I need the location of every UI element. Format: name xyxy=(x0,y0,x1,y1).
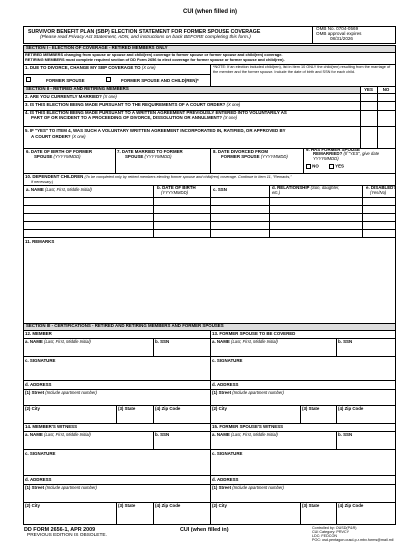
rule xyxy=(336,502,337,525)
spouse-witness-name-label xyxy=(212,433,278,438)
rule xyxy=(210,64,211,86)
item10-label xyxy=(25,175,292,180)
rule xyxy=(377,86,378,148)
col-relationship-hint2: etc.) xyxy=(272,190,281,195)
spouse-witness-name-hint: (Last, First, Middle Initial) xyxy=(231,432,278,437)
member-witness-street-hint: (Include apartment number) xyxy=(45,485,97,490)
rule xyxy=(23,449,396,450)
section2-header: SECTION II - RETIRED AND RETIRING MEMBERS xyxy=(24,87,360,93)
col-name-text: a. NAME xyxy=(26,187,44,192)
spouse-witness-street-label xyxy=(212,486,284,491)
rule xyxy=(336,431,337,449)
item8-hint: (YYYYMMDD) xyxy=(260,154,288,159)
member-witness-zip-label: (4) Zip Code xyxy=(155,503,181,508)
cui-top-banner: CUI (when filled in) xyxy=(183,9,237,15)
rule xyxy=(336,405,337,423)
item9-yes-label: YES xyxy=(335,163,344,169)
member-zip-label: (4) Zip Code xyxy=(155,406,181,411)
former-spouse-checkbox[interactable] xyxy=(26,77,31,82)
rule xyxy=(300,405,301,423)
rule xyxy=(23,380,396,381)
ldc: LDC: FEDCON xyxy=(312,534,337,538)
option-former-spouse-label: FORMER SPOUSE xyxy=(46,78,85,83)
item9-yes-checkbox[interactable] xyxy=(329,164,334,169)
item2-label xyxy=(25,95,117,100)
spouse-state-label: (3) State xyxy=(302,406,320,411)
spouse-city-label: (2) City xyxy=(212,406,227,411)
cui-category: CUI Category: PRVCY xyxy=(312,530,350,534)
item9-hint2: YYYYMMDD) xyxy=(313,156,339,161)
col-name-hint: (Last, First, Middle Initial) xyxy=(45,187,92,192)
rule xyxy=(23,237,396,238)
option-former-spouse[interactable] xyxy=(26,77,31,82)
item9-yes-option[interactable] xyxy=(329,164,344,169)
rule xyxy=(300,502,301,525)
item1-text: 1. DUE TO DIVORCE, CHANGE MY SBP COVERAGE TO xyxy=(25,65,141,70)
rule xyxy=(116,502,117,525)
rule xyxy=(23,126,396,127)
col-relationship-text: d. RELATIONSHIP xyxy=(272,185,310,190)
rule xyxy=(23,197,396,198)
member-address-label: d. ADDRESS xyxy=(25,382,52,387)
item12-label: 12. MEMBER xyxy=(25,331,52,336)
spouse-ssn-label: b. SSN xyxy=(338,339,353,344)
item9-no-checkbox[interactable] xyxy=(306,164,311,169)
item1-note: *NOTE: If an election included child(ren), list in Item 10 ONLY the child(ren) resulting from the marriage of the member and the former spouse. Include the date of birth and SSN for each child. xyxy=(213,65,391,74)
item4-text: PART OF OR INCIDENT TO A PROCEEDING OF DIVORCE, DISSOLUTION OR ANNULMENT? xyxy=(31,115,223,120)
item1-hint: (X one) xyxy=(141,65,156,70)
item6-line1: 6. DATE OF BIRTH OF FORMER xyxy=(26,149,93,154)
spouse-witness-city-label: (2) City xyxy=(212,503,227,508)
item6-line2 xyxy=(34,155,81,160)
rule xyxy=(23,221,396,222)
member-street-hint: (Include apartment number) xyxy=(45,390,97,395)
member-witness-city-label: (2) City xyxy=(25,503,40,508)
spouse-zip-label: (4) Zip Code xyxy=(338,406,364,411)
item3-label xyxy=(25,103,240,108)
member-signature-label: c. SIGNATURE xyxy=(25,358,56,363)
controlled-by: Controlled by: OUSD(P&R) xyxy=(312,526,357,530)
rule xyxy=(153,431,154,449)
omb-expires: OMB approval expires xyxy=(316,31,362,36)
member-witness-name-hint: (Last, First, Middle Initial) xyxy=(44,432,91,437)
item3-text: 3. IS THIS ELECTION BEING MADE PURSUANT TO THE REQUIREMENTS OF A COURT ORDER? xyxy=(25,102,226,107)
col-ssn-header: c. SSN xyxy=(213,187,227,192)
member-witness-state-label: (3) State xyxy=(118,503,136,508)
col-dob-hint: (YYYYMMDD) xyxy=(161,190,188,195)
item2-text: 2. ARE YOU CURRENTLY MARRIED? xyxy=(25,94,102,99)
rule xyxy=(115,148,116,173)
rule xyxy=(210,148,211,173)
member-name-hint: (Last, First, Middle Initial) xyxy=(44,339,91,344)
spouse-name-hint: (Last, First, Middle Initial) xyxy=(231,339,278,344)
item5-text: A COURT ORDER? xyxy=(31,134,71,139)
rule xyxy=(210,330,211,525)
item7-line1: 7. DATE MARRIED TO FORMER xyxy=(117,149,183,154)
spouse-signature-label: c. SIGNATURE xyxy=(212,358,243,363)
item6-hint: (YYYYMMDD) xyxy=(53,154,81,159)
former-spouse-children-checkbox[interactable] xyxy=(106,77,111,82)
item10-hint: (To be completed only by retired members electing former spouse and child(ren) coverage. Continue in Item 11, "Remarks," xyxy=(84,175,292,179)
item4-line2 xyxy=(31,116,237,121)
section3-header: SECTION III - CERTIFICATIONS - RETIRED AND RETIRING MEMBERS AND FORMER SPOUSES xyxy=(24,324,395,330)
rule xyxy=(23,356,396,357)
col-relationship-hint: (Son, daughter, xyxy=(310,185,340,190)
member-witness-signature-label: c. SIGNATURE xyxy=(25,451,56,456)
member-witness-name-text: a. NAME xyxy=(25,432,43,437)
rule xyxy=(153,405,154,423)
rule xyxy=(336,338,337,356)
col-name-header xyxy=(26,188,92,193)
section1-note1: RETIRED MEMBERS changing from spouse or spouse and child(ren) coverage to former spouse or former spouse and child(ren) coverage. xyxy=(25,52,283,57)
omb-number: OMB No. 0704-0569 xyxy=(316,26,359,31)
item13-label: 13. FORMER SPOUSE TO BE COVERED xyxy=(212,331,296,336)
rule xyxy=(303,148,304,173)
item9-hint: (If "YES", give date xyxy=(343,151,380,156)
obsolete-notice: PREVIOUS EDITION IS OBSOLETE. xyxy=(27,533,107,538)
member-street-label xyxy=(25,391,97,396)
form-subtitle: (Please read Privacy Act Statement, ADN, and instructions on back BEFORE completing this form.) xyxy=(40,35,251,40)
item5-line1: 5. IF "YES" TO ITEM 4, WAS SUCH A VOLUNTARY WRITTEN AGREEMENT INCORPORATED IN, RATIFIED, OR APPROVED BY xyxy=(25,128,286,133)
title-divider xyxy=(312,26,313,44)
cui-bottom-banner: CUI (when filled in) xyxy=(180,527,229,533)
spouse-witness-street-text: (1) Street xyxy=(212,485,232,490)
col-disabled-hint: (Yes/No) xyxy=(370,190,387,195)
spouse-street-label xyxy=(212,391,284,396)
member-name-text: a. NAME xyxy=(25,339,43,344)
option-former-spouse-children-label: FORMER SPOUSE AND CHILD(REN)* xyxy=(121,78,199,83)
item11-label: 11. REMARKS xyxy=(25,239,55,244)
spouse-address-label: d. ADDRESS xyxy=(212,382,239,387)
item10-text: 10. DEPENDENT CHILDREN xyxy=(25,174,84,179)
col-dob-header: b. DATE OF BIRTH xyxy=(157,185,196,190)
item9-no-label: NO xyxy=(312,163,319,169)
member-street-text: (1) Street xyxy=(25,390,45,395)
item5-line2 xyxy=(31,135,86,140)
poc: POC: osd.pentagon.ousd-p-r.mbx.forms@mail.mil xyxy=(312,538,394,542)
spouse-street-hint: (Include apartment number) xyxy=(232,390,284,395)
item1-label xyxy=(25,66,156,71)
remarks-field[interactable] xyxy=(24,246,395,323)
item9-text: REMARRIED? xyxy=(313,151,343,156)
spouse-witness-street-hint: (Include apartment number) xyxy=(232,485,284,490)
item6-text: SPOUSE xyxy=(34,154,53,159)
item3-hint: (X one) xyxy=(226,102,241,107)
item4-hint: (X one) xyxy=(223,115,238,120)
section1-header: SECTION I - ELECTION OF COVERAGE - RETIRED MEMBERS ONLY xyxy=(24,46,395,52)
item10-hint2: if necessary.) xyxy=(31,180,54,184)
item5-hint: (X one) xyxy=(71,134,86,139)
item7-line2 xyxy=(125,155,172,160)
rule xyxy=(23,205,396,206)
item8-line1: 8. DATE DIVORCED FROM xyxy=(213,149,269,154)
item15-label: 15. FORMER SPOUSE'S WITNESS xyxy=(212,424,284,429)
rule xyxy=(23,423,396,424)
item7-hint: (YYYYMMDD) xyxy=(144,154,172,159)
item14-label: 14. MEMBER'S WITNESS xyxy=(25,424,78,429)
col-disabled-header: e. DISABLED? xyxy=(366,185,397,190)
form-id: DD FORM 2656-1, APR 2009 xyxy=(24,527,96,533)
member-city-label: (2) City xyxy=(25,406,40,411)
item2-hint: (X one) xyxy=(103,94,117,99)
item8-text: FORMER SPOUSE xyxy=(221,154,260,159)
item4-line1: 4. IS THIS ELECTION BEING MADE PURSUANT TO A WRITTEN AGREEMENT PREVIOUSLY ENTERED INTO VOLUNTARILY AS xyxy=(25,110,287,115)
rule xyxy=(153,338,154,356)
spouse-name-text: a. NAME xyxy=(212,339,230,344)
omb-date: 08/31/2026 xyxy=(330,36,353,41)
member-witness-street-label xyxy=(25,486,97,491)
item9-no-option[interactable] xyxy=(306,164,319,169)
spouse-witness-address-label: d. ADDRESS xyxy=(212,477,239,482)
spouse-witness-state-label: (3) State xyxy=(302,503,320,508)
item7-text: SPOUSE xyxy=(125,154,144,159)
spouse-witness-zip-label: (4) Zip Code xyxy=(338,503,364,508)
item9-line1: 9. HAS FORMER SPOUSE xyxy=(306,147,360,152)
rule xyxy=(153,502,154,525)
no-column-header: NO xyxy=(382,87,390,92)
spouse-witness-signature-label: c. SIGNATURE xyxy=(212,451,243,456)
form-title: SURVIVOR BENEFIT PLAN (SBP) ELECTION STATEMENT FOR FORMER SPOUSE COVERAGE xyxy=(28,29,261,35)
member-name-label xyxy=(25,340,91,345)
member-witness-ssn-label: b. SSN xyxy=(155,432,170,437)
col-relationship-header xyxy=(272,186,339,191)
spouse-name-label xyxy=(212,340,278,345)
rule xyxy=(360,86,361,148)
member-ssn-label: b. SSN xyxy=(155,339,170,344)
rule xyxy=(23,74,210,75)
rule xyxy=(23,229,396,230)
item8-line2 xyxy=(221,155,288,160)
rule xyxy=(116,405,117,423)
spouse-witness-ssn-label: b. SSN xyxy=(338,432,353,437)
member-witness-address-label: d. ADDRESS xyxy=(25,477,52,482)
rule xyxy=(23,213,396,214)
option-former-spouse-children[interactable] xyxy=(106,77,111,82)
member-state-label: (3) State xyxy=(118,406,136,411)
rule xyxy=(23,475,396,476)
section1-note2: RETIRING MEMBERS must complete required section of DD Form 2656 to elect coverage for former spouse or former spouse and child(ren). xyxy=(25,57,285,62)
yes-column-header: YES xyxy=(364,87,373,92)
spouse-witness-name-text: a. NAME xyxy=(212,432,230,437)
spouse-street-text: (1) Street xyxy=(212,390,232,395)
member-witness-name-label xyxy=(25,433,91,438)
member-witness-street-text: (1) Street xyxy=(25,485,45,490)
